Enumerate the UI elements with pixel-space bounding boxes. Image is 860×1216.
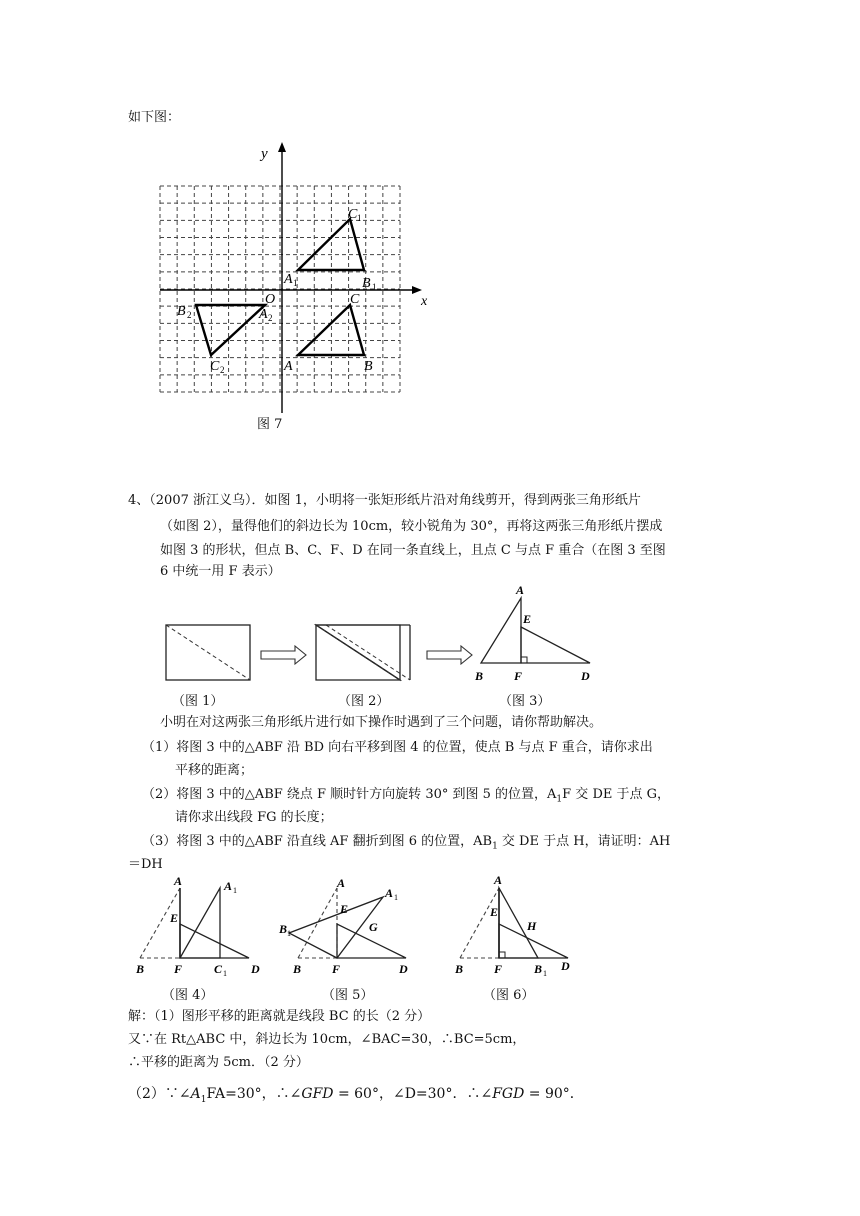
- fig4-label-a1: A: [224, 879, 233, 893]
- label-a1-sub: 1: [293, 278, 298, 288]
- label-a2-sub: 2: [268, 313, 273, 323]
- label-b2: B: [177, 304, 186, 319]
- question2-line2: 请你求出线段 FG 的长度；: [175, 810, 333, 825]
- solution-line3: ∴平移的距离为 5cm．（2 分）: [128, 1055, 309, 1070]
- question3-text-a: （3）将图 3 中的△ABF 沿直线 AF 翻折到图 6 的位置，AB: [142, 834, 493, 849]
- figure-7-caption: 图 7: [257, 417, 283, 432]
- question3-line2: ＝DH: [128, 857, 163, 872]
- axis-x-label: x: [421, 294, 428, 309]
- fig4-label-c1-sub: 1: [223, 969, 227, 978]
- fig4-label-d: D: [251, 962, 260, 976]
- fig5-label-e: E: [340, 902, 349, 916]
- question1-line1: （1）将图 3 中的△ABF 沿 BD 向右平移到图 4 的位置，使点 B 与点 F 重合，请你求出: [142, 740, 653, 755]
- fig5-label-b: B: [293, 962, 302, 976]
- problem4-line2: （如图 2），量得他们的斜边长为 10cm，较小锐角为 30°，再将这两张三角形纸片摆成: [160, 519, 663, 534]
- solution-line4: [128, 1085, 584, 1109]
- figures-1-3: [160, 580, 600, 685]
- question3-line1: [142, 833, 670, 856]
- origin-label: O: [265, 292, 276, 307]
- fig4-label-b: B: [136, 962, 145, 976]
- fig5-label-a1: A: [385, 886, 394, 900]
- label-c1: C: [348, 207, 358, 222]
- solution4-gfd: GFD: [301, 1086, 334, 1102]
- question2-text-b: F 交 DE 于点 G，: [562, 787, 671, 802]
- fig5-caption: （图 5）: [322, 988, 374, 1003]
- fig4-label-a: A: [174, 874, 183, 888]
- solution-line2: 又∵在 Rt△ABC 中，斜边长为 10cm，∠BAC=30，∴BC=5cm，: [128, 1032, 526, 1047]
- fig2-caption: （图 2）: [338, 694, 390, 709]
- question2-sub: 1: [556, 794, 563, 805]
- label-b2-sub: 2: [187, 310, 192, 320]
- fig6-label-b1: B: [534, 962, 543, 976]
- label-b1: B: [362, 276, 371, 291]
- fig6-label-b1-sub: 1: [543, 969, 547, 978]
- fig3-label-b: B: [475, 669, 484, 683]
- solution4-a: （2）∵∠: [128, 1086, 191, 1102]
- fig3-label-d: D: [581, 669, 590, 683]
- axis-y-label: y: [261, 146, 268, 162]
- questions-intro: 小明在对这两张三角形纸片进行如下操作时遇到了三个问题，请你帮助解决。: [160, 715, 603, 730]
- solution4-d: = 90°．: [524, 1086, 584, 1102]
- solution4-c: = 60°，∠D=30°．∴∠: [333, 1086, 493, 1102]
- question3-sub: 1: [492, 841, 498, 852]
- fig4-label-e: E: [170, 911, 179, 925]
- fig3-label-f: F: [514, 669, 523, 683]
- figures-4-6: [130, 868, 590, 980]
- label-a2: A: [259, 307, 268, 322]
- fig6-label-h: H: [527, 919, 537, 933]
- intro-text: 如下图：: [128, 110, 181, 125]
- fig5-label-a: A: [337, 876, 346, 890]
- fig5-label-d: D: [399, 962, 408, 976]
- fig1-caption: （图 1）: [172, 694, 224, 709]
- fig5-label-f: F: [332, 962, 341, 976]
- solution4-b: FA=30°，∴∠: [206, 1086, 302, 1102]
- fig5-label-b1: B: [279, 922, 288, 936]
- fig6-label-e: E: [490, 905, 499, 919]
- figure-7-coordinate-grid: [150, 140, 440, 435]
- label-c2: C: [210, 359, 220, 374]
- fig3-label-a: A: [516, 583, 525, 597]
- fig5-label-b1-sub: 1: [287, 929, 291, 938]
- triangle-a2b2c2: [196, 305, 265, 355]
- label-b1-sub: 1: [372, 282, 377, 292]
- fig4-label-a1-sub: 1: [233, 886, 237, 895]
- fig3-label-e: E: [523, 612, 532, 626]
- problem4-line1: 4、（2007 浙江义乌）．如图 1，小明将一张矩形纸片沿对角线剪开，得到两张三角形纸片: [128, 493, 641, 508]
- solution4-angle-a: A: [190, 1086, 201, 1102]
- solution-line1: 解：（1）图形平移的距离就是线段 BC 的长（2 分）: [128, 1009, 431, 1024]
- question2-line1: [142, 786, 670, 809]
- fig5-label-g: G: [369, 920, 378, 934]
- label-b: B: [364, 359, 373, 374]
- question1-line2: 平移的距离；: [175, 763, 254, 778]
- problem4-line3: 如图 3 的形状，但点 B、C、F、D 在同一条直线上，且点 C 与点 F 重合（在图 3 至图: [160, 543, 666, 558]
- fig5-label-a1-sub: 1: [394, 893, 398, 902]
- fig4-caption: （图 4）: [162, 988, 214, 1003]
- fig3-caption: （图 3）: [499, 694, 551, 709]
- question2-text-a: （2）将图 3 中的△ABF 绕点 F 顺时针方向旋转 30° 到图 5 的位置，A: [142, 787, 557, 802]
- label-c2-sub: 2: [220, 365, 225, 375]
- label-a: A: [284, 359, 293, 374]
- problem4-line4: 6 中统一用 F 表示）: [160, 564, 281, 579]
- question3-text-b: 交 DE 于点 H，请证明：AH: [497, 834, 671, 849]
- fig6-label-d: D: [561, 959, 570, 973]
- solution4-fgd: FGD: [492, 1086, 525, 1102]
- fig6-label-f: F: [494, 962, 503, 976]
- label-c: C: [350, 292, 360, 307]
- fig6-label-a: A: [494, 873, 503, 887]
- fig4-label-f: F: [174, 962, 183, 976]
- fig4-label-c1: C: [214, 962, 223, 976]
- solution4-sub: 1: [200, 1094, 207, 1105]
- label-c1-sub: 1: [357, 213, 362, 223]
- fig6-caption: （图 6）: [483, 988, 535, 1003]
- fig6-label-b: B: [455, 962, 464, 976]
- label-a1: A: [284, 272, 293, 287]
